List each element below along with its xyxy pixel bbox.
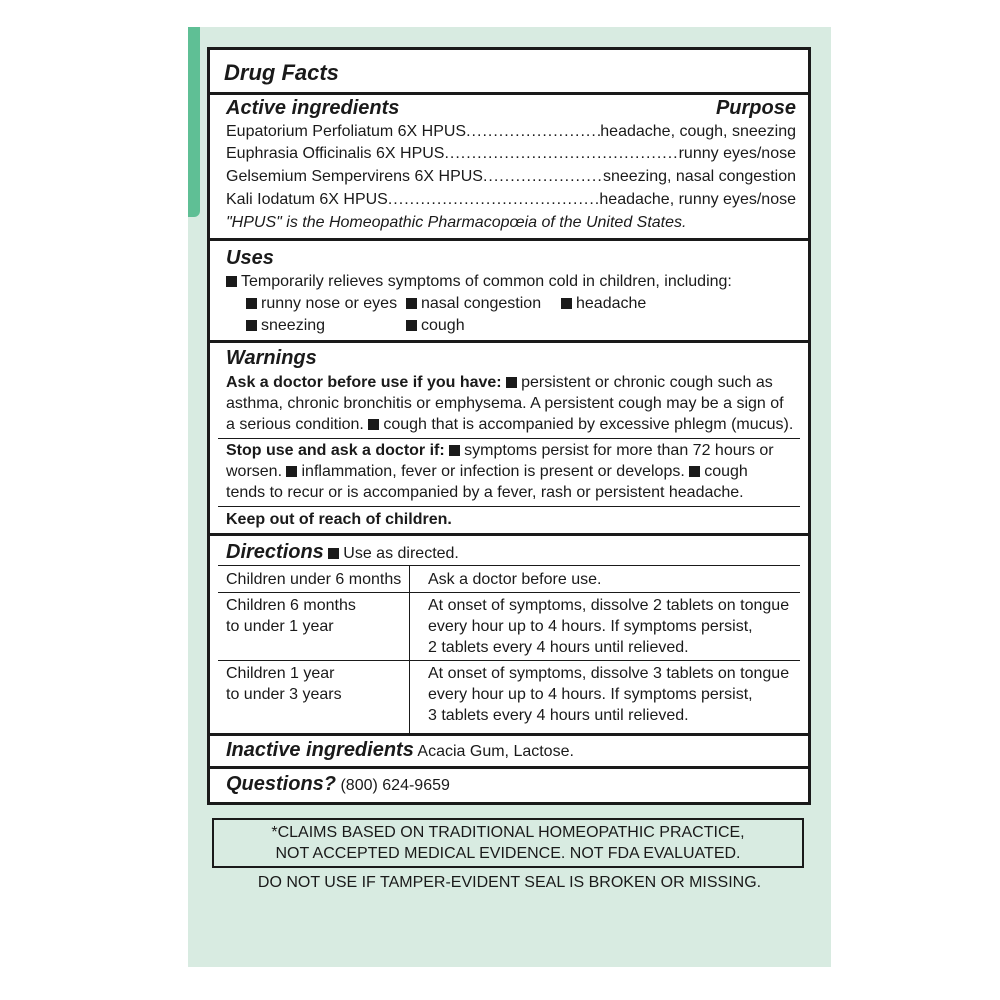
directions-dose: every hour up to 4 hours. If symptoms persist, <box>428 618 753 635</box>
bullet-square <box>406 320 417 331</box>
bullet-square <box>561 298 572 309</box>
warning-stop-line: worsen. inflammation, fever or infection is present or develops. cough <box>226 463 748 480</box>
uses-intro: Temporarily relieves symptoms of common cold in children, including: <box>226 272 732 292</box>
directions-age: Children 1 year <box>226 665 335 682</box>
bullet-square <box>286 466 297 477</box>
tamper-seal-warning: DO NOT USE IF TAMPER-EVIDENT SEAL IS BROKEN OR MISSING. <box>257 874 762 891</box>
bullet-square <box>689 466 700 477</box>
divider <box>218 660 800 661</box>
directions-line: Directions Use as directed. <box>226 541 459 563</box>
bullet-square <box>226 276 237 287</box>
ingredient-row <box>226 144 796 164</box>
divider <box>210 766 808 769</box>
phone-number: (800) 624-9659 <box>340 777 450 794</box>
divider <box>218 438 800 439</box>
divider <box>210 238 808 241</box>
questions-line <box>226 772 450 796</box>
bullet-square <box>328 548 339 559</box>
divider <box>218 565 800 566</box>
bullet-square <box>246 298 257 309</box>
ingredient-purpose: headache, runny eyes/nose <box>599 191 796 208</box>
drug-facts-title: Drug Facts <box>224 60 339 85</box>
ingredient-row <box>226 190 796 210</box>
directions-dose: 3 tablets every 4 hours until relieved. <box>428 707 689 724</box>
use-item: runny nose or eyes <box>246 294 397 314</box>
ingredient-purpose: runny eyes/nose <box>678 145 796 162</box>
bullet-square <box>506 377 517 388</box>
ingredient-name: Kali Iodatum 6X HPUS <box>226 191 388 208</box>
use-item: headache <box>561 294 646 314</box>
questions-heading: Questions? <box>226 773 337 795</box>
directions-age: Children under 6 months <box>226 571 402 588</box>
ingredient-row <box>226 167 796 187</box>
inactive-ingredients-heading: Inactive ingredients <box>226 739 414 761</box>
use-item: cough <box>406 316 465 336</box>
warning-ask-line: Ask a doctor before use if you have: persistent or chronic cough such as <box>226 374 773 391</box>
directions-dose: 2 tablets every 4 hours until relieved. <box>428 639 689 656</box>
drug-facts-label <box>207 47 811 805</box>
directions-age: to under 3 years <box>226 686 342 703</box>
warning-ask-line: a serious condition. cough that is accompanied by excessive phlegm (mucus). <box>226 416 794 433</box>
bullet-square <box>368 419 379 430</box>
divider <box>210 92 808 95</box>
divider <box>210 733 808 736</box>
active-ingredients-heading: Active ingredients <box>226 97 400 119</box>
ingredient-row <box>226 122 796 142</box>
warnings-heading: Warnings <box>226 347 317 369</box>
claims-line: NOT ACCEPTED MEDICAL EVIDENCE. NOT FDA EVALUATED. <box>275 845 741 862</box>
warning-stop-line: tends to recur or is accompanied by a fever, rash or persistent headache. <box>226 484 744 501</box>
ingredient-name: Eupatorium Perfoliatum 6X HPUS <box>226 123 467 140</box>
ingredient-purpose: sneezing, nasal congestion <box>602 168 796 185</box>
ingredient-purpose: headache, cough, sneezing <box>600 123 796 140</box>
bullet-square <box>406 298 417 309</box>
directions-age: to under 1 year <box>226 618 334 635</box>
warning-ask-line: asthma, chronic bronchitis or emphysema. A persistent cough may be a sign of <box>226 395 784 412</box>
uses-heading: Uses <box>226 247 274 269</box>
divider <box>218 592 800 593</box>
keep-out-warning: Keep out of reach of children. <box>226 511 452 528</box>
ingredient-name: Euphrasia Officinalis 6X HPUS <box>226 145 445 162</box>
warning-stop-line: Stop use and ask a doctor if: symptoms persist for more than 72 hours or <box>226 442 774 459</box>
claims-disclaimer-box <box>212 818 804 868</box>
use-item: nasal congestion <box>406 294 541 314</box>
directions-dose: Ask a doctor before use. <box>428 571 602 588</box>
divider <box>218 506 800 507</box>
directions-age: Children 6 months <box>226 597 356 614</box>
directions-dose: At onset of symptoms, dissolve 3 tablets on tongue <box>428 665 790 682</box>
directions-dose: every hour up to 4 hours. If symptoms persist, <box>428 686 753 703</box>
divider <box>210 340 808 343</box>
use-item: sneezing <box>246 316 325 336</box>
table-column-divider <box>409 565 410 733</box>
inactive-ingredients-line: Inactive ingredients Acacia Gum, Lactose. <box>226 739 574 761</box>
green-accent-stripe <box>188 27 200 217</box>
bullet-square <box>449 445 460 456</box>
purpose-heading: Purpose <box>715 97 796 119</box>
directions-heading: Directions <box>226 541 324 563</box>
directions-dose: At onset of symptoms, dissolve 2 tablets on tongue <box>428 597 790 614</box>
hpus-note: "HPUS" is the Homeopathic Pharmacopœia of the United States. <box>226 214 687 231</box>
divider <box>210 533 808 536</box>
ingredient-name: Gelsemium Sempervirens 6X HPUS <box>226 168 483 185</box>
claims-line: *CLAIMS BASED ON TRADITIONAL HOMEOPATHIC PRACTICE, <box>271 824 745 841</box>
bullet-square <box>246 320 257 331</box>
